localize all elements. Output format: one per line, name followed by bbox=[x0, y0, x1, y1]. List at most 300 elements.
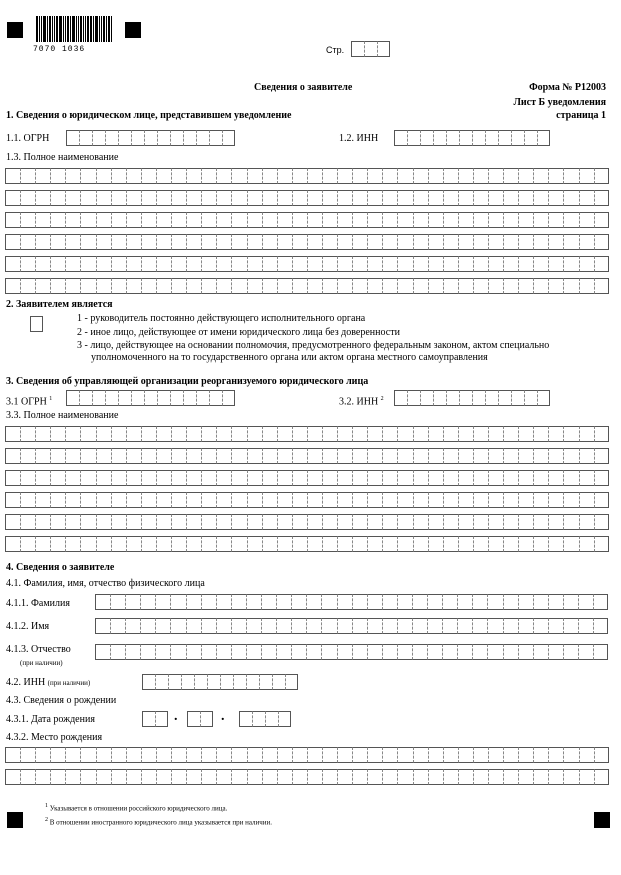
char-cell[interactable] bbox=[307, 470, 322, 486]
char-cell[interactable] bbox=[126, 212, 141, 228]
char-cell[interactable] bbox=[35, 168, 50, 184]
surname-field[interactable] bbox=[95, 594, 608, 610]
char-cell[interactable] bbox=[548, 514, 563, 530]
char-cell[interactable] bbox=[20, 278, 35, 294]
char-cell[interactable] bbox=[216, 644, 231, 660]
char-cell[interactable] bbox=[262, 747, 277, 763]
char-cell[interactable] bbox=[593, 644, 608, 660]
char-cell[interactable] bbox=[20, 747, 35, 763]
char-cell[interactable] bbox=[183, 130, 196, 146]
char-cell[interactable] bbox=[367, 470, 382, 486]
char-cell[interactable] bbox=[433, 390, 446, 406]
char-cell[interactable] bbox=[80, 234, 95, 250]
char-cell[interactable] bbox=[407, 390, 420, 406]
char-cell[interactable] bbox=[443, 492, 458, 508]
char-cell[interactable] bbox=[548, 492, 563, 508]
char-cell[interactable] bbox=[156, 514, 171, 530]
char-cell[interactable] bbox=[277, 470, 292, 486]
char-cell[interactable] bbox=[397, 212, 412, 228]
char-cell[interactable] bbox=[352, 618, 367, 634]
char-cell[interactable] bbox=[96, 278, 111, 294]
char-cell[interactable] bbox=[382, 536, 397, 552]
char-cell[interactable] bbox=[277, 426, 292, 442]
char-cell[interactable] bbox=[337, 769, 352, 785]
char-cell[interactable] bbox=[262, 448, 277, 464]
char-cell[interactable] bbox=[171, 470, 186, 486]
char-cell[interactable] bbox=[321, 618, 336, 634]
char-cell[interactable] bbox=[413, 769, 428, 785]
char-cell[interactable] bbox=[156, 190, 171, 206]
char-cell[interactable] bbox=[141, 769, 156, 785]
char-cell[interactable] bbox=[548, 234, 563, 250]
char-cell[interactable] bbox=[118, 130, 131, 146]
char-cell[interactable] bbox=[352, 644, 367, 660]
char-cell[interactable] bbox=[367, 426, 382, 442]
char-cell[interactable] bbox=[65, 278, 80, 294]
char-cell[interactable] bbox=[503, 168, 518, 184]
char-cell[interactable] bbox=[65, 168, 80, 184]
char-cell[interactable] bbox=[65, 448, 80, 464]
char-cell[interactable] bbox=[488, 747, 503, 763]
char-cell[interactable] bbox=[35, 278, 50, 294]
char-cell[interactable] bbox=[5, 492, 20, 508]
char-cell[interactable] bbox=[246, 674, 259, 690]
char-cell[interactable] bbox=[594, 448, 609, 464]
char-cell[interactable] bbox=[291, 618, 306, 634]
char-cell[interactable] bbox=[96, 769, 111, 785]
char-cell[interactable] bbox=[231, 190, 246, 206]
char-cell[interactable] bbox=[156, 747, 171, 763]
char-cell[interactable] bbox=[533, 536, 548, 552]
char-cell[interactable] bbox=[367, 234, 382, 250]
char-cell[interactable] bbox=[5, 168, 20, 184]
char-cell[interactable] bbox=[231, 594, 246, 610]
char-cell[interactable] bbox=[65, 234, 80, 250]
char-cell[interactable] bbox=[427, 594, 442, 610]
char-cell[interactable] bbox=[35, 470, 50, 486]
char-cell[interactable] bbox=[533, 594, 548, 610]
char-cell[interactable] bbox=[50, 470, 65, 486]
char-cell[interactable] bbox=[170, 644, 185, 660]
char-cell[interactable] bbox=[5, 769, 20, 785]
char-cell[interactable] bbox=[548, 278, 563, 294]
char-cell[interactable] bbox=[397, 594, 412, 610]
char-cell[interactable] bbox=[96, 234, 111, 250]
char-cell[interactable] bbox=[50, 234, 65, 250]
char-cell[interactable] bbox=[382, 514, 397, 530]
char-cell[interactable] bbox=[261, 618, 276, 634]
char-cell[interactable] bbox=[322, 514, 337, 530]
char-cell[interactable] bbox=[563, 514, 578, 530]
char-cell[interactable] bbox=[337, 448, 352, 464]
char-cell[interactable] bbox=[171, 536, 186, 552]
char-cell[interactable] bbox=[292, 190, 307, 206]
char-cell[interactable] bbox=[472, 618, 487, 634]
char-cell[interactable] bbox=[50, 769, 65, 785]
char-cell[interactable] bbox=[442, 594, 457, 610]
char-cell[interactable] bbox=[156, 212, 171, 228]
char-cell[interactable] bbox=[322, 769, 337, 785]
char-cell[interactable] bbox=[201, 618, 216, 634]
char-cell[interactable] bbox=[216, 168, 231, 184]
char-cell[interactable] bbox=[80, 256, 95, 272]
char-cell[interactable] bbox=[397, 448, 412, 464]
char-cell[interactable] bbox=[50, 492, 65, 508]
char-cell[interactable] bbox=[201, 256, 216, 272]
char-cell[interactable] bbox=[488, 212, 503, 228]
char-cell[interactable] bbox=[473, 470, 488, 486]
char-cell[interactable] bbox=[292, 536, 307, 552]
char-cell[interactable] bbox=[231, 514, 246, 530]
char-cell[interactable] bbox=[186, 747, 201, 763]
full-name-row[interactable] bbox=[5, 470, 609, 486]
char-cell[interactable] bbox=[171, 168, 186, 184]
char-cell[interactable] bbox=[321, 594, 336, 610]
char-cell[interactable] bbox=[111, 190, 126, 206]
char-cell[interactable] bbox=[503, 448, 518, 464]
char-cell[interactable] bbox=[277, 514, 292, 530]
char-cell[interactable] bbox=[524, 130, 537, 146]
char-cell[interactable] bbox=[563, 747, 578, 763]
char-cell[interactable] bbox=[95, 594, 110, 610]
char-cell[interactable] bbox=[322, 278, 337, 294]
char-cell[interactable] bbox=[473, 492, 488, 508]
char-cell[interactable] bbox=[337, 190, 352, 206]
char-cell[interactable] bbox=[367, 168, 382, 184]
char-cell[interactable] bbox=[428, 168, 443, 184]
char-cell[interactable] bbox=[382, 190, 397, 206]
char-cell[interactable] bbox=[413, 426, 428, 442]
char-cell[interactable] bbox=[96, 747, 111, 763]
char-cell[interactable] bbox=[337, 644, 352, 660]
char-cell[interactable] bbox=[35, 514, 50, 530]
char-cell[interactable] bbox=[579, 769, 594, 785]
char-cell[interactable] bbox=[352, 168, 367, 184]
char-cell[interactable] bbox=[578, 644, 593, 660]
char-cell[interactable] bbox=[518, 168, 533, 184]
char-cell[interactable] bbox=[157, 130, 170, 146]
char-cell[interactable] bbox=[231, 212, 246, 228]
char-cell[interactable] bbox=[140, 644, 155, 660]
char-cell[interactable] bbox=[201, 470, 216, 486]
char-cell[interactable] bbox=[307, 769, 322, 785]
char-cell[interactable] bbox=[367, 644, 382, 660]
char-cell[interactable] bbox=[216, 190, 231, 206]
char-cell[interactable] bbox=[276, 594, 291, 610]
char-cell[interactable] bbox=[20, 514, 35, 530]
char-cell[interactable] bbox=[80, 212, 95, 228]
char-cell[interactable] bbox=[593, 618, 608, 634]
char-cell[interactable] bbox=[96, 536, 111, 552]
char-cell[interactable] bbox=[322, 426, 337, 442]
char-cell[interactable] bbox=[20, 769, 35, 785]
char-cell[interactable] bbox=[35, 747, 50, 763]
char-cell[interactable] bbox=[472, 644, 487, 660]
char-cell[interactable] bbox=[382, 426, 397, 442]
char-cell[interactable] bbox=[488, 234, 503, 250]
char-cell[interactable] bbox=[126, 492, 141, 508]
char-cell[interactable] bbox=[265, 711, 278, 727]
char-cell[interactable] bbox=[262, 426, 277, 442]
char-cell[interactable] bbox=[126, 426, 141, 442]
char-cell[interactable] bbox=[427, 644, 442, 660]
char-cell[interactable] bbox=[503, 426, 518, 442]
char-cell[interactable] bbox=[35, 212, 50, 228]
char-cell[interactable] bbox=[247, 256, 262, 272]
char-cell[interactable] bbox=[292, 470, 307, 486]
char-cell[interactable] bbox=[50, 212, 65, 228]
char-cell[interactable] bbox=[216, 212, 231, 228]
char-cell[interactable] bbox=[201, 278, 216, 294]
char-cell[interactable] bbox=[261, 594, 276, 610]
char-cell[interactable] bbox=[50, 256, 65, 272]
char-cell[interactable] bbox=[80, 747, 95, 763]
char-cell[interactable] bbox=[292, 212, 307, 228]
char-cell[interactable] bbox=[292, 448, 307, 464]
char-cell[interactable] bbox=[231, 278, 246, 294]
char-cell[interactable] bbox=[216, 618, 231, 634]
char-cell[interactable] bbox=[488, 448, 503, 464]
char-cell[interactable] bbox=[352, 278, 367, 294]
char-cell[interactable] bbox=[20, 536, 35, 552]
applicant-type-field[interactable] bbox=[30, 316, 43, 332]
char-cell[interactable] bbox=[579, 492, 594, 508]
char-cell[interactable] bbox=[126, 234, 141, 250]
char-cell[interactable] bbox=[397, 747, 412, 763]
char-cell[interactable] bbox=[262, 212, 277, 228]
char-cell[interactable] bbox=[518, 769, 533, 785]
char-cell[interactable] bbox=[307, 256, 322, 272]
char-cell[interactable] bbox=[458, 256, 473, 272]
char-cell[interactable] bbox=[92, 390, 105, 406]
char-cell[interactable] bbox=[579, 747, 594, 763]
char-cell[interactable] bbox=[548, 168, 563, 184]
char-cell[interactable] bbox=[80, 492, 95, 508]
char-cell[interactable] bbox=[548, 256, 563, 272]
char-cell[interactable] bbox=[518, 536, 533, 552]
char-cell[interactable] bbox=[216, 448, 231, 464]
char-cell[interactable] bbox=[156, 492, 171, 508]
char-cell[interactable] bbox=[96, 470, 111, 486]
char-cell[interactable] bbox=[548, 470, 563, 486]
char-cell[interactable] bbox=[337, 278, 352, 294]
char-cell[interactable] bbox=[367, 492, 382, 508]
char-cell[interactable] bbox=[443, 212, 458, 228]
char-cell[interactable] bbox=[155, 644, 170, 660]
char-cell[interactable] bbox=[518, 426, 533, 442]
char-cell[interactable] bbox=[563, 644, 578, 660]
char-cell[interactable] bbox=[194, 674, 207, 690]
char-cell[interactable] bbox=[170, 618, 185, 634]
char-cell[interactable] bbox=[594, 747, 609, 763]
char-cell[interactable] bbox=[277, 747, 292, 763]
char-cell[interactable] bbox=[533, 212, 548, 228]
char-cell[interactable] bbox=[259, 674, 272, 690]
char-cell[interactable] bbox=[322, 747, 337, 763]
char-cell[interactable] bbox=[578, 618, 593, 634]
char-cell[interactable] bbox=[367, 618, 382, 634]
char-cell[interactable] bbox=[231, 618, 246, 634]
char-cell[interactable] bbox=[216, 234, 231, 250]
char-cell[interactable] bbox=[458, 426, 473, 442]
char-cell[interactable] bbox=[458, 190, 473, 206]
char-cell[interactable] bbox=[397, 470, 412, 486]
char-cell[interactable] bbox=[125, 618, 140, 634]
char-cell[interactable] bbox=[548, 618, 563, 634]
char-cell[interactable] bbox=[239, 711, 252, 727]
char-cell[interactable] bbox=[65, 747, 80, 763]
patronymic-field[interactable] bbox=[95, 644, 608, 660]
char-cell[interactable] bbox=[156, 426, 171, 442]
char-cell[interactable] bbox=[428, 448, 443, 464]
char-cell[interactable] bbox=[488, 470, 503, 486]
char-cell[interactable] bbox=[20, 190, 35, 206]
char-cell[interactable] bbox=[5, 256, 20, 272]
full-name-row[interactable] bbox=[5, 212, 609, 228]
char-cell[interactable] bbox=[262, 256, 277, 272]
char-cell[interactable] bbox=[352, 190, 367, 206]
char-cell[interactable] bbox=[352, 212, 367, 228]
char-cell[interactable] bbox=[65, 190, 80, 206]
char-cell[interactable] bbox=[247, 426, 262, 442]
char-cell[interactable] bbox=[443, 256, 458, 272]
char-cell[interactable] bbox=[171, 234, 186, 250]
char-cell[interactable] bbox=[457, 618, 472, 634]
char-cell[interactable] bbox=[307, 448, 322, 464]
char-cell[interactable] bbox=[518, 594, 533, 610]
char-cell[interactable] bbox=[186, 618, 201, 634]
char-cell[interactable] bbox=[186, 190, 201, 206]
char-cell[interactable] bbox=[30, 316, 43, 332]
char-cell[interactable] bbox=[382, 278, 397, 294]
char-cell[interactable] bbox=[35, 234, 50, 250]
char-cell[interactable] bbox=[337, 514, 352, 530]
char-cell[interactable] bbox=[322, 212, 337, 228]
char-cell[interactable] bbox=[262, 536, 277, 552]
char-cell[interactable] bbox=[201, 769, 216, 785]
char-cell[interactable] bbox=[186, 644, 201, 660]
char-cell[interactable] bbox=[458, 492, 473, 508]
char-cell[interactable] bbox=[110, 618, 125, 634]
char-cell[interactable] bbox=[503, 278, 518, 294]
char-cell[interactable] bbox=[533, 190, 548, 206]
char-cell[interactable] bbox=[186, 448, 201, 464]
char-cell[interactable] bbox=[548, 190, 563, 206]
char-cell[interactable] bbox=[20, 470, 35, 486]
char-cell[interactable] bbox=[352, 536, 367, 552]
char-cell[interactable] bbox=[503, 514, 518, 530]
char-cell[interactable] bbox=[548, 212, 563, 228]
char-cell[interactable] bbox=[96, 256, 111, 272]
char-cell[interactable] bbox=[563, 426, 578, 442]
char-cell[interactable] bbox=[35, 492, 50, 508]
char-cell[interactable] bbox=[397, 514, 412, 530]
char-cell[interactable] bbox=[111, 278, 126, 294]
char-cell[interactable] bbox=[382, 212, 397, 228]
char-cell[interactable] bbox=[5, 470, 20, 486]
char-cell[interactable] bbox=[473, 190, 488, 206]
char-cell[interactable] bbox=[473, 747, 488, 763]
char-cell[interactable] bbox=[413, 448, 428, 464]
char-cell[interactable] bbox=[459, 390, 472, 406]
char-cell[interactable] bbox=[446, 390, 459, 406]
char-cell[interactable] bbox=[111, 212, 126, 228]
char-cell[interactable] bbox=[231, 470, 246, 486]
char-cell[interactable] bbox=[96, 426, 111, 442]
char-cell[interactable] bbox=[443, 278, 458, 294]
char-cell[interactable] bbox=[247, 536, 262, 552]
char-cell[interactable] bbox=[111, 448, 126, 464]
char-cell[interactable] bbox=[337, 618, 352, 634]
char-cell[interactable] bbox=[498, 390, 511, 406]
char-cell[interactable] bbox=[277, 278, 292, 294]
char-cell[interactable] bbox=[488, 769, 503, 785]
char-cell[interactable] bbox=[277, 448, 292, 464]
char-cell[interactable] bbox=[458, 234, 473, 250]
char-cell[interactable] bbox=[306, 618, 321, 634]
char-cell[interactable] bbox=[307, 514, 322, 530]
char-cell[interactable] bbox=[412, 618, 427, 634]
page-number-cells[interactable] bbox=[351, 41, 390, 57]
char-cell[interactable] bbox=[563, 618, 578, 634]
char-cell[interactable] bbox=[216, 536, 231, 552]
char-cell[interactable] bbox=[322, 234, 337, 250]
char-cell[interactable] bbox=[307, 190, 322, 206]
char-cell[interactable] bbox=[382, 618, 397, 634]
char-cell[interactable] bbox=[292, 514, 307, 530]
char-cell[interactable] bbox=[186, 256, 201, 272]
char-cell[interactable] bbox=[533, 514, 548, 530]
char-cell[interactable] bbox=[65, 256, 80, 272]
char-cell[interactable] bbox=[111, 536, 126, 552]
char-cell[interactable] bbox=[285, 674, 298, 690]
char-cell[interactable] bbox=[246, 618, 261, 634]
char-cell[interactable] bbox=[458, 769, 473, 785]
char-cell[interactable] bbox=[579, 470, 594, 486]
char-cell[interactable] bbox=[548, 769, 563, 785]
char-cell[interactable] bbox=[231, 256, 246, 272]
char-cell[interactable] bbox=[50, 536, 65, 552]
char-cell[interactable] bbox=[141, 492, 156, 508]
char-cell[interactable] bbox=[141, 256, 156, 272]
char-cell[interactable] bbox=[307, 492, 322, 508]
char-cell[interactable] bbox=[397, 168, 412, 184]
char-cell[interactable] bbox=[171, 448, 186, 464]
char-cell[interactable] bbox=[155, 711, 168, 727]
char-cell[interactable] bbox=[413, 234, 428, 250]
char-cell[interactable] bbox=[155, 618, 170, 634]
char-cell[interactable] bbox=[473, 278, 488, 294]
char-cell[interactable] bbox=[171, 769, 186, 785]
char-cell[interactable] bbox=[579, 278, 594, 294]
char-cell[interactable] bbox=[307, 426, 322, 442]
char-cell[interactable] bbox=[292, 769, 307, 785]
char-cell[interactable] bbox=[20, 168, 35, 184]
char-cell[interactable] bbox=[503, 747, 518, 763]
char-cell[interactable] bbox=[548, 644, 563, 660]
char-cell[interactable] bbox=[533, 747, 548, 763]
char-cell[interactable] bbox=[5, 448, 20, 464]
char-cell[interactable] bbox=[111, 168, 126, 184]
char-cell[interactable] bbox=[247, 448, 262, 464]
char-cell[interactable] bbox=[96, 448, 111, 464]
char-cell[interactable] bbox=[306, 644, 321, 660]
char-cell[interactable] bbox=[5, 278, 20, 294]
char-cell[interactable] bbox=[171, 212, 186, 228]
char-cell[interactable] bbox=[50, 448, 65, 464]
char-cell[interactable] bbox=[397, 278, 412, 294]
char-cell[interactable] bbox=[50, 190, 65, 206]
